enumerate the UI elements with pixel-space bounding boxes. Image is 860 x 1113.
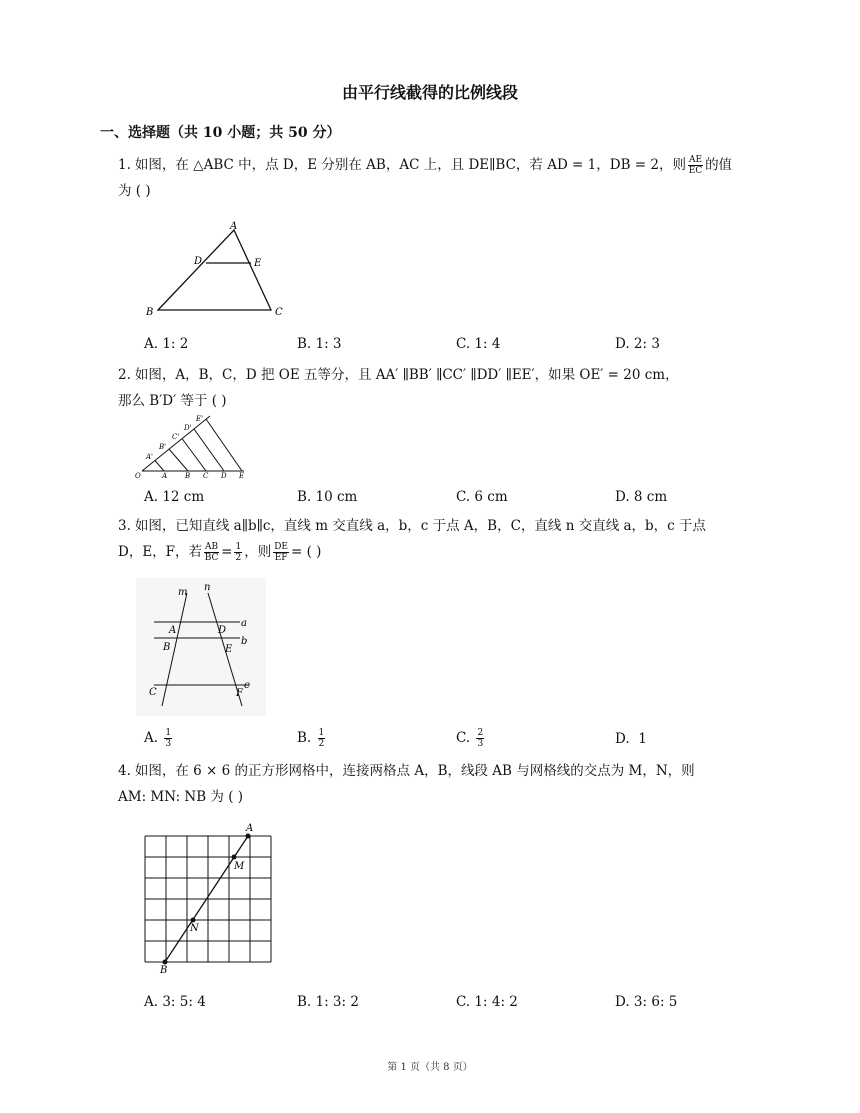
- option-c[interactable]: C. 1: 4: [456, 336, 501, 352]
- fig-label: D': [184, 424, 192, 432]
- fig-label: E': [196, 415, 204, 423]
- fraction: $\frac{AB}{BC}$: [204, 542, 219, 563]
- fig-label: m: [178, 587, 188, 598]
- option-c[interactable]: C. $\frac{2}{3}$: [456, 728, 484, 749]
- question-1: [118, 152, 768, 204]
- fig-label: N: [190, 923, 199, 934]
- option-b[interactable]: B. 10 cm: [297, 489, 358, 505]
- option-c[interactable]: C. 1: 4: 2: [456, 994, 518, 1010]
- question-number: 1.: [118, 157, 131, 173]
- question-text: 如图，在 6 × 6 的正方形网格中，连接两格点 A，B，线段 AB 与网格线的交点为 M，N，则: [134, 763, 695, 779]
- option-a[interactable]: A. 1: 2: [144, 336, 189, 352]
- equals-sign: =: [221, 544, 233, 560]
- question-4: [118, 758, 768, 810]
- page-title: 由平行线截得的比例线段: [341, 83, 518, 102]
- fig-label: A': [146, 453, 153, 461]
- parallel-lines-figure: [134, 410, 254, 482]
- fig-label: F: [236, 688, 243, 699]
- fig-label: b: [241, 636, 248, 647]
- fig-label: D: [218, 625, 227, 636]
- question-number: 4.: [118, 763, 131, 779]
- fig-label: c: [244, 680, 250, 691]
- option-a[interactable]: A. 3: 5: 4: [144, 994, 206, 1010]
- fig-label: M: [234, 861, 245, 872]
- option-d[interactable]: D. 3: 6: 5: [615, 994, 678, 1010]
- question-3: [118, 513, 768, 565]
- question-text: AM: MN: NB 为 ( ): [118, 789, 244, 805]
- fig-label: B: [160, 965, 168, 976]
- option-d[interactable]: D. 1: [615, 731, 647, 747]
- fig-label: E: [254, 258, 262, 269]
- option-a[interactable]: A. 12 cm: [144, 489, 205, 505]
- fig-label: D: [194, 256, 203, 267]
- question-2: [118, 362, 768, 414]
- fraction: $\frac{AE}{EC}$: [688, 155, 703, 176]
- section-title: 一、选择题（共 10 小题；共 50 分）: [100, 125, 341, 141]
- fig-label: D: [221, 472, 227, 480]
- fig-label: C': [172, 433, 180, 441]
- question-text: 如图，在 △ABC 中，点 D，E 分别在 AB，AC 上，且 DE∥BC，若 AD = 1，DB = 2，则: [134, 157, 686, 173]
- fig-label: C: [275, 307, 283, 318]
- question-text: D，E，F，若: [118, 544, 203, 560]
- fig-label: A: [162, 472, 168, 480]
- fig-label: C: [149, 687, 157, 698]
- fig-label: B': [159, 443, 167, 451]
- fig-label: A: [169, 625, 177, 636]
- fraction: $\frac{1}{2}$: [235, 542, 242, 563]
- option-d[interactable]: D. 8 cm: [615, 489, 668, 505]
- fig-label: a: [241, 618, 247, 629]
- option-b[interactable]: B. 1: 3: 2: [297, 994, 359, 1010]
- question-text: 如图，A，B，C，D 把 OE 五等分，且 AA′ ∥BB′ ∥CC′ ∥DD′ ∥EE′，如果 OE′ = 20 cm，: [134, 367, 679, 383]
- question-number: 3.: [118, 518, 131, 534]
- fig-label: n: [204, 582, 211, 593]
- option-d[interactable]: D. 2: 3: [615, 336, 660, 352]
- question-number: 2.: [118, 367, 131, 383]
- option-b[interactable]: B. 1: 3: [297, 336, 342, 352]
- fig-label: O: [135, 472, 141, 480]
- question-text: ，则: [244, 544, 272, 560]
- transversal-figure: [136, 578, 266, 716]
- question-text: 如图，已知直线 a∥b∥c，直线 m 交直线 a，b，c 于点 A，B，C，直线 n 交直线 a，b，c 于点: [134, 518, 707, 534]
- fig-label: B: [163, 642, 171, 653]
- option-a[interactable]: A. $\frac{1}{3}$: [144, 728, 172, 749]
- question-text: = ( ): [291, 544, 322, 560]
- option-c[interactable]: C. 6 cm: [456, 489, 508, 505]
- fig-label: E: [239, 472, 245, 480]
- fig-label: B: [185, 472, 191, 480]
- fig-label: E: [225, 644, 233, 655]
- grid-figure: [140, 820, 280, 976]
- fig-label: B: [146, 307, 154, 318]
- fig-label: A: [246, 823, 254, 834]
- fig-label: C: [203, 472, 209, 480]
- fraction: $\frac{DE}{EF}$: [274, 542, 289, 563]
- fig-label: A: [230, 221, 238, 232]
- question-text: 的值: [705, 157, 733, 173]
- question-text: 那么 B′D′ 等于 ( ): [118, 393, 227, 409]
- page-footer: 第 1 页（共 8 页）: [387, 1062, 473, 1073]
- question-text: 为 ( ): [118, 183, 151, 199]
- triangle-figure: [140, 218, 290, 320]
- option-b[interactable]: B. $\frac{1}{2}$: [297, 728, 325, 749]
